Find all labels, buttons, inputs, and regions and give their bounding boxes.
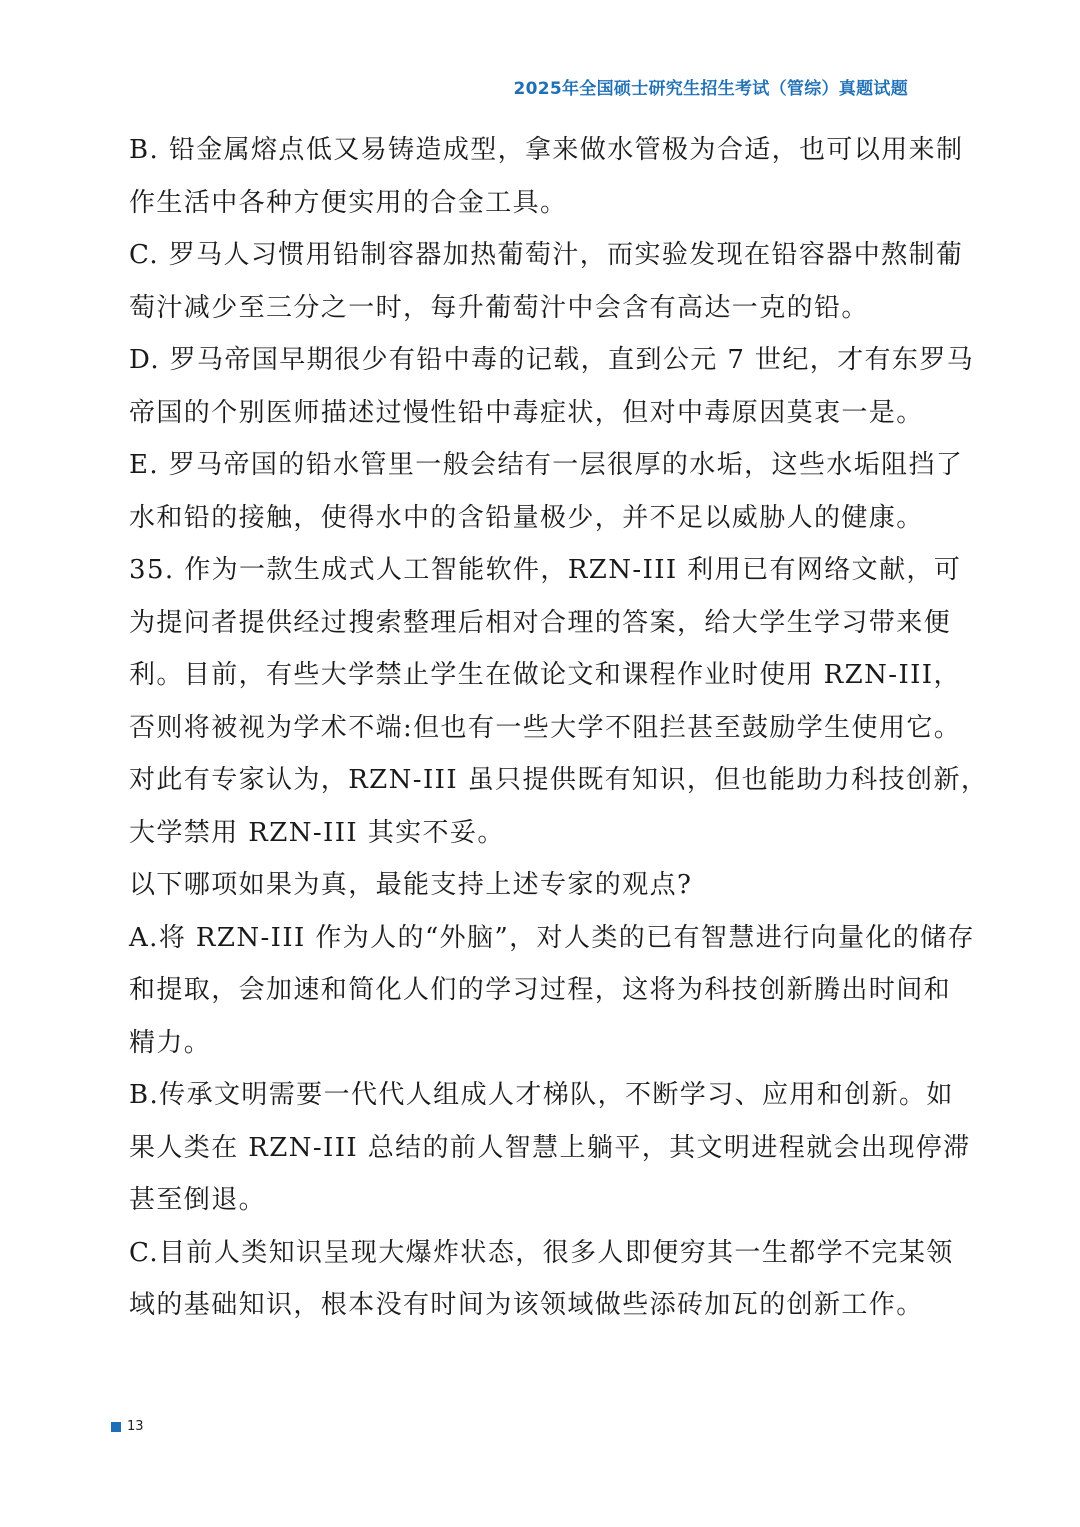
- text-line: A.将 RZN-III 作为人的“外脑”，对人类的已有智慧进行向量化的储存: [129, 922, 975, 953]
- text-line: 和提取，会加速和简化人们的学习过程，这将为科技创新腾出时间和: [129, 975, 952, 1005]
- text-line: 为提问者提供经过搜索整理后相对合理的答案，给大学生学习带来便: [129, 607, 952, 638]
- text-line: B.传承文明需要一代代人组成人才梯队，不断学习、应用和创新。如: [129, 1080, 954, 1110]
- text-line: 水和铅的接触，使得水中的含铅量极少，并不足以威胁人的健康。: [129, 502, 924, 533]
- text-line: C.目前人类知识呈现大爆炸状态，很多人即便穷其一生都学不完某领: [129, 1237, 954, 1268]
- text-line: 果人类在 RZN-III 总结的前人智慧上躺平，其文明进程就会出现停滞: [129, 1132, 971, 1163]
- text-line: E. 罗马帝国的铅水管里一般会结有一层很厚的水垢，这些水垢阻挡了: [129, 450, 964, 480]
- text-line: 否则将被视为学术不端:但也有一些大学不阻拦甚至鼓励学生使用它。: [129, 712, 962, 743]
- page-number: 13: [127, 1419, 144, 1434]
- page-footer: [111, 1419, 144, 1434]
- document-body: [129, 124, 989, 1332]
- text-line: C. 罗马人习惯用铅制容器加热葡萄汁，而实验发现在铅容器中熬制葡: [129, 240, 964, 270]
- text-line: 35. 作为一款生成式人工智能软件，RZN-III 利用已有网络文献，可: [129, 555, 962, 585]
- text-line: 利。目前，有些大学禁止学生在做论文和课程作业时使用 RZN-III，: [129, 660, 961, 690]
- text-line: B. 铅金属熔点低又易铸造成型，拿来做水管极为合适，也可以用来制: [129, 135, 964, 165]
- text-line: 域的基础知识，根本没有时间为该领域做些添砖加瓦的创新工作。: [129, 1290, 924, 1320]
- text-line: 甚至倒退。: [129, 1185, 267, 1215]
- text-line: 精力。: [129, 1027, 212, 1058]
- text-line: 作生活中各种方便实用的合金工具。: [129, 187, 568, 218]
- page-header-title: 2025年全国硕士研究生招生考试（管综）真题试题: [513, 79, 908, 99]
- square-icon: [111, 1422, 121, 1432]
- text-line: 以下哪项如果为真，最能支持上述专家的观点?: [129, 870, 693, 900]
- text-line: 帝国的个别医师描述过慢性铅中毒症状，但对中毒原因莫衷一是。: [129, 397, 924, 428]
- text-line: D. 罗马帝国早期很少有铅中毒的记载，直到公元 7 世纪，才有东罗马: [129, 345, 975, 375]
- text-line: 萄汁减少至三分之一时，每升葡萄汁中会含有高达一克的铅。: [129, 292, 869, 323]
- text-line: 大学禁用 RZN-III 其实不妥。: [129, 817, 505, 848]
- text-line: 对此有专家认为，RZN-III 虽只提供既有知识，但也能助力科技创新，: [129, 765, 989, 795]
